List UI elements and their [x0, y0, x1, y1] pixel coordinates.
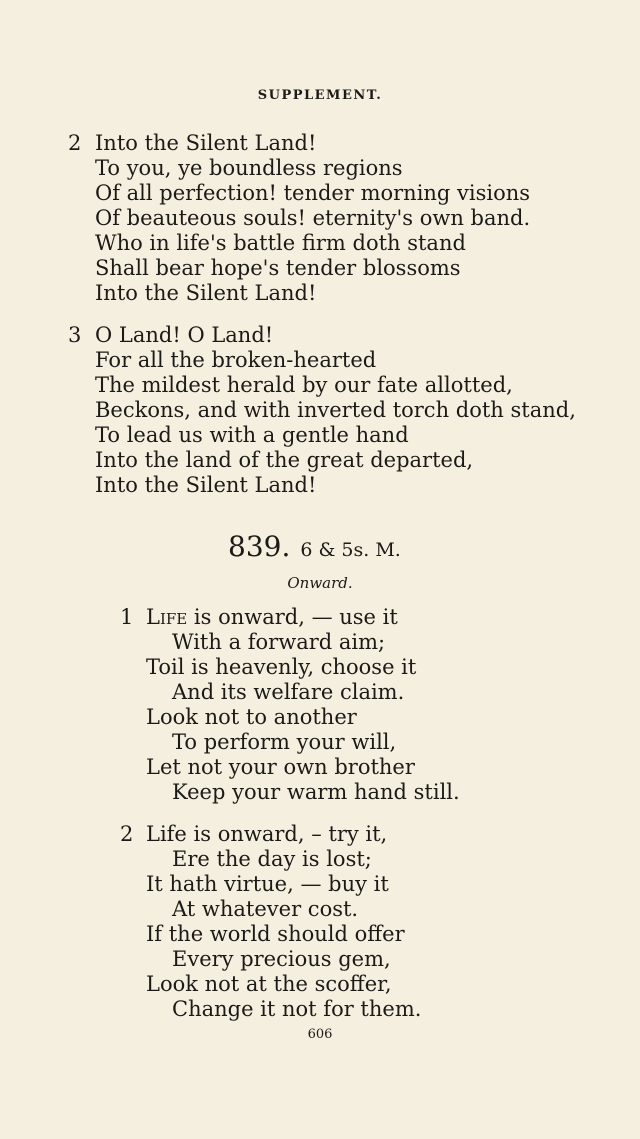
verse-line: Beckons, and with inverted torch doth stand,	[95, 398, 576, 422]
verse-line: Life is onward, – try it,	[146, 822, 388, 846]
verse-line: Shall bear hope's tender blossoms	[95, 256, 461, 280]
verse-line: And its welfare claim.	[172, 680, 405, 704]
hymn-number: 839.	[228, 530, 291, 563]
verse-line: Change it not for them.	[172, 997, 422, 1021]
verse-line: If the world should offer	[146, 922, 405, 946]
first-line-rest: is onward, — use it	[187, 605, 398, 629]
verse-line: With a forward aim;	[172, 630, 386, 654]
stanza-number: 2	[68, 131, 82, 155]
verse-line: Look not at the scoffer,	[146, 972, 392, 996]
verse-line: O Land! O Land!	[95, 323, 274, 347]
verse-line: Toil is heavenly, choose it	[146, 655, 417, 679]
verse-line: Ere the day is lost;	[172, 847, 372, 871]
running-header: SUPPLEMENT.	[257, 88, 383, 103]
initial-word: Life	[146, 605, 188, 629]
verse-line: To you, ye boundless regions	[95, 156, 403, 180]
verse-line: Into the Silent Land!	[95, 473, 317, 497]
verse-line: Of beauteous souls! eternity's own band.	[95, 206, 531, 230]
verse-line: Keep your warm hand still.	[172, 780, 460, 804]
stanza-number: 2	[120, 822, 134, 846]
verse-line	[146, 605, 398, 630]
verse-line: Every precious gem,	[172, 947, 391, 971]
verse-line: The mildest herald by our fate allotted,	[95, 373, 513, 397]
stanza-number: 1	[120, 605, 134, 629]
page-number: 606	[307, 1027, 333, 1042]
verse-line: To perform your will,	[172, 730, 397, 754]
verse-line: Into the Silent Land!	[95, 131, 317, 155]
verse-line: At whatever cost.	[172, 897, 359, 921]
hymn-heading	[228, 530, 401, 563]
verse-line: Let not your own brother	[146, 755, 415, 779]
verse-line: For all the broken-hearted	[95, 348, 377, 372]
verse-line: To lead us with a gentle hand	[95, 423, 409, 447]
stanza-number: 3	[68, 323, 82, 347]
verse-line: Of all perfection! tender morning visions	[95, 181, 531, 205]
hymn-subtitle: Onward.	[287, 574, 353, 592]
verse-line: Into the land of the great departed,	[95, 448, 474, 472]
hymn-meter: 6 & 5s. M.	[300, 539, 401, 561]
verse-line: Into the Silent Land!	[95, 281, 317, 305]
verse-line: It hath virtue, — buy it	[146, 872, 389, 896]
verse-line: Look not to another	[146, 705, 357, 729]
verse-line: Who in life's battle firm doth stand	[95, 231, 466, 255]
